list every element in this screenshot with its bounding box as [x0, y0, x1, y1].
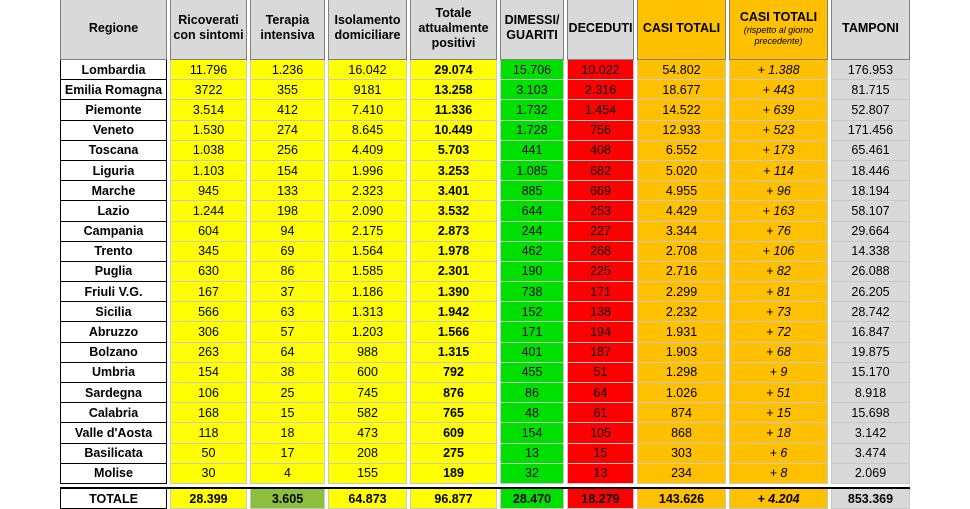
cell-totale: 1.942 — [411, 302, 497, 322]
cell-deceduti: 105 — [568, 423, 634, 443]
cell-totale: 3.401 — [411, 181, 497, 201]
cell-totale: 3.253 — [411, 160, 497, 180]
cell-dimessi: 738 — [501, 282, 564, 302]
cell-deceduti: 756 — [568, 120, 634, 140]
cell-delta: + 15 — [730, 403, 828, 423]
cell-totale: 1.978 — [411, 241, 497, 261]
cell-ricoverati: 1.244 — [171, 201, 247, 221]
cell-totale: 876 — [411, 383, 497, 403]
cell-tamponi: 15.698 — [832, 403, 910, 423]
cell-isolamento: 7.410 — [329, 100, 407, 120]
cell-totale: 13.258 — [411, 80, 497, 100]
table-row — [61, 403, 910, 423]
cell-terapia: 17 — [251, 443, 325, 463]
cell-dimessi: 3.103 — [501, 80, 564, 100]
cell-tamponi: 19.875 — [832, 342, 910, 362]
cell-casi: 12.933 — [638, 120, 726, 140]
cell-terapia: 3.605 — [251, 488, 325, 509]
cell-deceduti: 51 — [568, 362, 634, 382]
cell-isolamento: 9181 — [329, 80, 407, 100]
cell-tamponi: 3.474 — [832, 443, 910, 463]
cell-terapia: 94 — [251, 221, 325, 241]
cell-delta: + 4.204 — [730, 488, 828, 509]
cell-tamponi: 16.847 — [832, 322, 910, 342]
cell-terapia: 37 — [251, 282, 325, 302]
cell-ricoverati: 263 — [171, 342, 247, 362]
cell-delta: + 82 — [730, 261, 828, 281]
header-casi-delta — [730, 0, 828, 60]
cell-isolamento: 1.313 — [329, 302, 407, 322]
cell-terapia: 38 — [251, 362, 325, 382]
cell-ricoverati: 1.103 — [171, 160, 247, 180]
cell-casi: 18.677 — [638, 80, 726, 100]
header-row — [61, 0, 910, 60]
cell-ricoverati: 30 — [171, 463, 247, 483]
cell-casi: 5.020 — [638, 160, 726, 180]
cell-delta: + 1.388 — [730, 60, 828, 80]
table-row — [61, 201, 910, 221]
cell-deceduti: 253 — [568, 201, 634, 221]
cell-ricoverati: 3.514 — [171, 100, 247, 120]
cell-region: Puglia — [61, 261, 167, 281]
cell-casi: 2.232 — [638, 302, 726, 322]
cell-region: Veneto — [61, 120, 167, 140]
cell-casi: 4.429 — [638, 201, 726, 221]
cell-terapia: 86 — [251, 261, 325, 281]
cell-totale: 1.390 — [411, 282, 497, 302]
cell-deceduti: 408 — [568, 140, 634, 160]
table-row — [61, 140, 910, 160]
cell-tamponi: 26.088 — [832, 261, 910, 281]
cell-delta: + 81 — [730, 282, 828, 302]
cell-isolamento: 1.996 — [329, 160, 407, 180]
cell-deceduti: 225 — [568, 261, 634, 281]
cell-casi: 14.522 — [638, 100, 726, 120]
table-row — [61, 342, 910, 362]
header-casi-delta-title: CASI TOTALI — [739, 9, 818, 24]
cell-isolamento: 64.873 — [329, 488, 407, 509]
cell-totale: 11.336 — [411, 100, 497, 120]
cell-dimessi: 32 — [501, 463, 564, 483]
cell-ricoverati: 50 — [171, 443, 247, 463]
cell-ricoverati: 1.530 — [171, 120, 247, 140]
cell-delta: + 106 — [730, 241, 828, 261]
cell-isolamento: 4.409 — [329, 140, 407, 160]
cell-casi: 303 — [638, 443, 726, 463]
table-row — [61, 261, 910, 281]
cell-delta: + 523 — [730, 120, 828, 140]
cell-tamponi: 52.807 — [832, 100, 910, 120]
cell-region: TOTALE — [61, 488, 167, 509]
cell-isolamento: 2.090 — [329, 201, 407, 221]
cell-region: Toscana — [61, 140, 167, 160]
cell-totale: 1.315 — [411, 342, 497, 362]
cell-isolamento: 582 — [329, 403, 407, 423]
cell-casi: 4.955 — [638, 181, 726, 201]
cell-casi: 3.344 — [638, 221, 726, 241]
covid-regions-table — [60, 0, 910, 509]
table-row — [61, 302, 910, 322]
cell-casi: 1.026 — [638, 383, 726, 403]
cell-region: Lombardia — [61, 60, 167, 80]
cell-delta: + 51 — [730, 383, 828, 403]
cell-ricoverati: 945 — [171, 181, 247, 201]
cell-region: Emilia Romagna — [61, 80, 167, 100]
cell-terapia: 64 — [251, 342, 325, 362]
cell-totale: 275 — [411, 443, 497, 463]
cell-delta: + 18 — [730, 423, 828, 443]
table-row — [61, 100, 910, 120]
cell-dimessi: 28.470 — [501, 488, 564, 509]
cell-ricoverati: 11.796 — [171, 60, 247, 80]
cell-ricoverati: 604 — [171, 221, 247, 241]
header-tamponi: TAMPONI — [832, 0, 910, 60]
cell-deceduti: 18.279 — [568, 488, 634, 509]
cell-dimessi: 441 — [501, 140, 564, 160]
cell-terapia: 15 — [251, 403, 325, 423]
cell-isolamento: 1.186 — [329, 282, 407, 302]
cell-dimessi: 152 — [501, 302, 564, 322]
cell-region: Abruzzo — [61, 322, 167, 342]
cell-region: Sicilia — [61, 302, 167, 322]
cell-casi: 874 — [638, 403, 726, 423]
header-terapia: Terapia intensiva — [251, 0, 325, 60]
table-row — [61, 181, 910, 201]
cell-dimessi: 15.706 — [501, 60, 564, 80]
cell-dimessi: 401 — [501, 342, 564, 362]
cell-isolamento: 600 — [329, 362, 407, 382]
cell-dimessi: 190 — [501, 261, 564, 281]
cell-region: Sardegna — [61, 383, 167, 403]
cell-totale: 765 — [411, 403, 497, 423]
cell-dimessi: 48 — [501, 403, 564, 423]
cell-tamponi: 58.107 — [832, 201, 910, 221]
cell-ricoverati: 630 — [171, 261, 247, 281]
cell-delta: + 96 — [730, 181, 828, 201]
cell-dimessi: 885 — [501, 181, 564, 201]
cell-tamponi: 28.742 — [832, 302, 910, 322]
cell-totale: 3.532 — [411, 201, 497, 221]
cell-totale: 189 — [411, 463, 497, 483]
cell-region: Basilicata — [61, 443, 167, 463]
cell-dimessi: 86 — [501, 383, 564, 403]
cell-totale: 96.877 — [411, 488, 497, 509]
table-row — [61, 60, 910, 80]
cell-terapia: 4 — [251, 463, 325, 483]
cell-terapia: 355 — [251, 80, 325, 100]
table-row — [61, 362, 910, 382]
cell-casi: 143.626 — [638, 488, 726, 509]
cell-ricoverati: 345 — [171, 241, 247, 261]
table-row — [61, 241, 910, 261]
cell-deceduti: 10.022 — [568, 60, 634, 80]
table-row — [61, 443, 910, 463]
header-ricoverati: Ricoverati con sintomi — [171, 0, 247, 60]
cell-tamponi: 26.205 — [832, 282, 910, 302]
cell-isolamento: 16.042 — [329, 60, 407, 80]
cell-delta: + 73 — [730, 302, 828, 322]
cell-delta: + 639 — [730, 100, 828, 120]
cell-terapia: 256 — [251, 140, 325, 160]
cell-delta: + 68 — [730, 342, 828, 362]
table-row — [61, 282, 910, 302]
cell-deceduti: 61 — [568, 403, 634, 423]
cell-totale: 1.566 — [411, 322, 497, 342]
cell-delta: + 163 — [730, 201, 828, 221]
cell-ricoverati: 106 — [171, 383, 247, 403]
cell-casi: 1.298 — [638, 362, 726, 382]
cell-dimessi: 244 — [501, 221, 564, 241]
cell-casi: 54.802 — [638, 60, 726, 80]
cell-region: Calabria — [61, 403, 167, 423]
table-row — [61, 80, 910, 100]
cell-dimessi: 1.728 — [501, 120, 564, 140]
cell-terapia: 63 — [251, 302, 325, 322]
cell-terapia: 1.236 — [251, 60, 325, 80]
cell-ricoverati: 28.399 — [171, 488, 247, 509]
cell-terapia: 274 — [251, 120, 325, 140]
cell-isolamento: 1.585 — [329, 261, 407, 281]
header-region: Regione — [61, 0, 167, 60]
cell-deceduti: 187 — [568, 342, 634, 362]
header-casi-delta-sub: (rispetto al giorno precedente) — [743, 24, 814, 46]
cell-dimessi: 1.085 — [501, 160, 564, 180]
cell-totale: 792 — [411, 362, 497, 382]
cell-region: Piemonte — [61, 100, 167, 120]
cell-tamponi: 171.456 — [832, 120, 910, 140]
cell-deceduti: 15 — [568, 443, 634, 463]
cell-isolamento: 2.175 — [329, 221, 407, 241]
cell-ricoverati: 118 — [171, 423, 247, 443]
cell-ricoverati: 1.038 — [171, 140, 247, 160]
cell-casi: 2.299 — [638, 282, 726, 302]
cell-isolamento: 155 — [329, 463, 407, 483]
cell-region: Molise — [61, 463, 167, 483]
cell-casi: 2.708 — [638, 241, 726, 261]
cell-casi: 2.716 — [638, 261, 726, 281]
cell-deceduti: 138 — [568, 302, 634, 322]
cell-totale: 5.703 — [411, 140, 497, 160]
cell-isolamento: 2.323 — [329, 181, 407, 201]
cell-terapia: 18 — [251, 423, 325, 443]
table-row — [61, 322, 910, 342]
cell-deceduti: 13 — [568, 463, 634, 483]
header-totale-positivi: Totale attualmente positivi — [411, 0, 497, 60]
cell-region: Campania — [61, 221, 167, 241]
cell-delta: + 443 — [730, 80, 828, 100]
cell-tamponi: 18.446 — [832, 160, 910, 180]
cell-dimessi: 455 — [501, 362, 564, 382]
cell-delta: + 6 — [730, 443, 828, 463]
cell-casi: 868 — [638, 423, 726, 443]
cell-tamponi: 65.461 — [832, 140, 910, 160]
cell-tamponi: 18.194 — [832, 181, 910, 201]
cell-isolamento: 208 — [329, 443, 407, 463]
table-row — [61, 160, 910, 180]
cell-terapia: 154 — [251, 160, 325, 180]
cell-deceduti: 64 — [568, 383, 634, 403]
cell-dimessi: 644 — [501, 201, 564, 221]
cell-terapia: 412 — [251, 100, 325, 120]
cell-deceduti: 682 — [568, 160, 634, 180]
cell-deceduti: 227 — [568, 221, 634, 241]
cell-deceduti: 194 — [568, 322, 634, 342]
header-deceduti: DECEDUTI — [568, 0, 634, 60]
cell-delta: + 9 — [730, 362, 828, 382]
cell-deceduti: 2.316 — [568, 80, 634, 100]
cell-region: Marche — [61, 181, 167, 201]
cell-deceduti: 268 — [568, 241, 634, 261]
cell-ricoverati: 167 — [171, 282, 247, 302]
cell-totale: 609 — [411, 423, 497, 443]
cell-ricoverati: 168 — [171, 403, 247, 423]
cell-region: Liguria — [61, 160, 167, 180]
cell-totale: 29.074 — [411, 60, 497, 80]
cell-isolamento: 1.564 — [329, 241, 407, 261]
table-row — [61, 383, 910, 403]
cell-tamponi: 853.369 — [832, 488, 910, 509]
cell-totale: 10.449 — [411, 120, 497, 140]
cell-isolamento: 8.645 — [329, 120, 407, 140]
cell-region: Trento — [61, 241, 167, 261]
cell-delta: + 8 — [730, 463, 828, 483]
total-row — [61, 488, 910, 509]
table-row — [61, 120, 910, 140]
cell-terapia: 69 — [251, 241, 325, 261]
cell-region: Bolzano — [61, 342, 167, 362]
table-row — [61, 221, 910, 241]
cell-tamponi: 81.715 — [832, 80, 910, 100]
cell-tamponi: 8.918 — [832, 383, 910, 403]
cell-delta: + 173 — [730, 140, 828, 160]
cell-region: Umbria — [61, 362, 167, 382]
cell-casi: 1.903 — [638, 342, 726, 362]
cell-tamponi: 14.338 — [832, 241, 910, 261]
cell-dimessi: 1.732 — [501, 100, 564, 120]
cell-dimessi: 154 — [501, 423, 564, 443]
cell-terapia: 25 — [251, 383, 325, 403]
cell-isolamento: 745 — [329, 383, 407, 403]
cell-ricoverati: 154 — [171, 362, 247, 382]
cell-deceduti: 171 — [568, 282, 634, 302]
cell-tamponi: 176.953 — [832, 60, 910, 80]
cell-totale: 2.873 — [411, 221, 497, 241]
cell-tamponi: 3.142 — [832, 423, 910, 443]
cell-isolamento: 473 — [329, 423, 407, 443]
table-row — [61, 423, 910, 443]
cell-dimessi: 171 — [501, 322, 564, 342]
cell-deceduti: 1.454 — [568, 100, 634, 120]
cell-isolamento: 1.203 — [329, 322, 407, 342]
cell-casi: 1.931 — [638, 322, 726, 342]
cell-ricoverati: 3722 — [171, 80, 247, 100]
header-dimessi: DIMESSI/ GUARITI — [501, 0, 564, 60]
cell-delta: + 114 — [730, 160, 828, 180]
cell-delta: + 72 — [730, 322, 828, 342]
cell-terapia: 133 — [251, 181, 325, 201]
cell-totale: 2.301 — [411, 261, 497, 281]
cell-tamponi: 29.664 — [832, 221, 910, 241]
cell-dimessi: 462 — [501, 241, 564, 261]
cell-terapia: 57 — [251, 322, 325, 342]
cell-ricoverati: 306 — [171, 322, 247, 342]
cell-region: Friuli V.G. — [61, 282, 167, 302]
cell-casi: 234 — [638, 463, 726, 483]
cell-delta: + 76 — [730, 221, 828, 241]
header-casi-totali: CASI TOTALI — [638, 0, 726, 60]
cell-region: Valle d'Aosta — [61, 423, 167, 443]
cell-isolamento: 988 — [329, 342, 407, 362]
cell-deceduti: 669 — [568, 181, 634, 201]
cell-tamponi: 2.069 — [832, 463, 910, 483]
cell-dimessi: 13 — [501, 443, 564, 463]
cell-terapia: 198 — [251, 201, 325, 221]
cell-tamponi: 15.170 — [832, 362, 910, 382]
cell-region: Lazio — [61, 201, 167, 221]
cell-ricoverati: 566 — [171, 302, 247, 322]
cell-casi: 6.552 — [638, 140, 726, 160]
header-isolamento: Isolamento domiciliare — [329, 0, 407, 60]
table-row — [61, 463, 910, 483]
